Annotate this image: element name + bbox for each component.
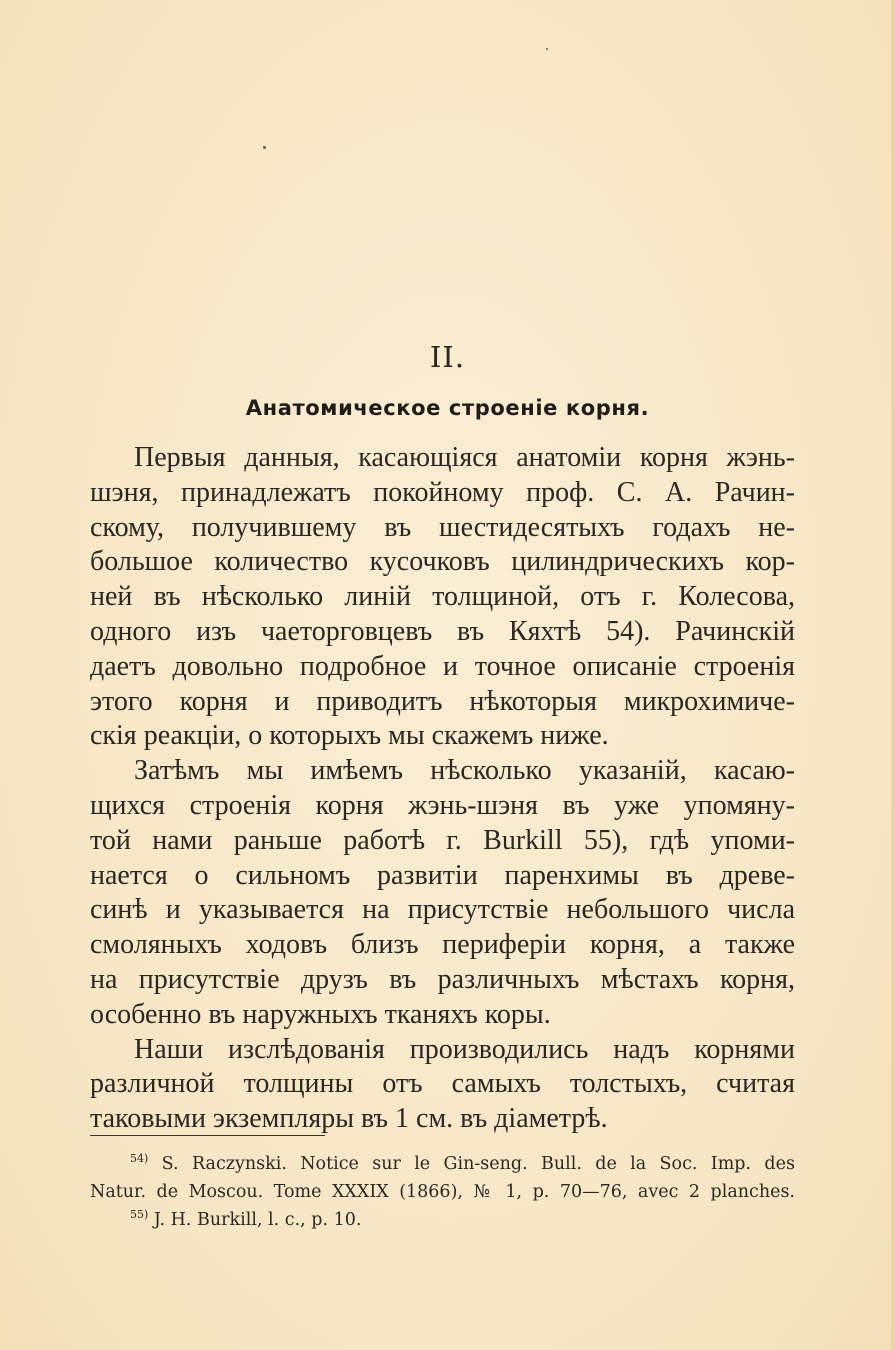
paragraph-2-line-5: синѣ и указывается на присутствіе небольшого числа bbox=[90, 894, 795, 926]
chapter-title: Анатомическое строеніе корня. bbox=[245, 396, 650, 420]
footnotes bbox=[90, 1150, 795, 1234]
paragraph-1-line-1: Первыя данныя, касающіяся анатоміи корня жэнь- bbox=[134, 442, 795, 473]
footnote-55-line-1 bbox=[90, 1206, 795, 1234]
paragraph-1-line-8: этого корня и приводитъ нѣкоторыя микрохимиче- bbox=[90, 685, 795, 717]
paragraph-1-line-7: даетъ довольно подробное и точное описаніе строенія bbox=[90, 650, 795, 682]
paragraph-1-line-9: скія реакціи, о которыхъ мы скажемъ ниже. bbox=[90, 720, 609, 752]
footnote-divider bbox=[90, 1135, 325, 1136]
paragraph-2-line-7: на присутствіе друзъ въ различныхъ мѣстахъ корня, bbox=[90, 963, 795, 995]
body-text bbox=[90, 441, 795, 1137]
chapter-numeral: II. bbox=[429, 340, 466, 374]
footnote-54-line-2: Natur. de Moscou. Tome XXXIX (1866), № 1, p. 70—76, avec 2 planches. bbox=[90, 1182, 795, 1202]
paragraph-1-line-5: ней въ нѣсколько линій толщиной, отъ г. Колесова, bbox=[90, 581, 795, 613]
footnote-55-marker: 55) bbox=[130, 1208, 149, 1221]
paper-speck bbox=[263, 146, 266, 149]
page-edge bbox=[891, 0, 895, 1350]
paragraph-2-line-8: особенно въ наружныхъ тканяхъ коры. bbox=[90, 998, 551, 1030]
paragraph-1-line-3: скому, получившему въ шестидесятыхъ годахъ не- bbox=[90, 511, 795, 543]
paragraph-2-line-6: смоляныхъ ходовъ близъ периферіи корня, а также bbox=[90, 929, 795, 961]
paragraph-1-line-4: большое количество кусочковъ цилиндрическихъ кор- bbox=[90, 546, 795, 578]
paragraph-3-line-2: различной толщины отъ самыхъ толстыхъ, считая bbox=[90, 1068, 795, 1100]
paragraph-3-line-3: таковыми экземпляры въ 1 см. въ діаметрѣ. bbox=[90, 1103, 608, 1135]
paper-speck bbox=[546, 48, 548, 50]
paragraph-3-line-1: Наши изслѣдованія производились надъ корнями bbox=[134, 1033, 795, 1065]
paragraph-2-line-4: нается о сильномъ развитіи паренхимы въ древе- bbox=[90, 859, 795, 891]
paragraph-2-line-3: той нами раньше работѣ г. Burkill 55), гдѣ упоми- bbox=[90, 824, 795, 856]
footnote-54-text-1: S. Raczynski. Notice sur le Gin-seng. Bull. de la Soc. Imp. des bbox=[161, 1154, 795, 1174]
paragraph-2-line-1: Затѣмъ мы имѣемъ нѣсколько указаній, касаю- bbox=[134, 755, 795, 787]
paragraph-1-line-6: одного изъ чаеторговцевъ въ Кяхтѣ 54). Рачинскій bbox=[90, 615, 795, 647]
paragraph-1-line-2: шэня, принадлежатъ покойному проф. С. А. Рачин- bbox=[90, 476, 795, 508]
footnote-54-marker: 54) bbox=[130, 1152, 149, 1165]
footnote-55-text-1: J. H. Burkill, l. c., p. 10. bbox=[153, 1210, 362, 1230]
footnote-54-line-1 bbox=[90, 1150, 795, 1178]
paragraph-2-line-2: щихся строенія корня жэнь-шэня въ уже упомяну- bbox=[90, 789, 795, 821]
